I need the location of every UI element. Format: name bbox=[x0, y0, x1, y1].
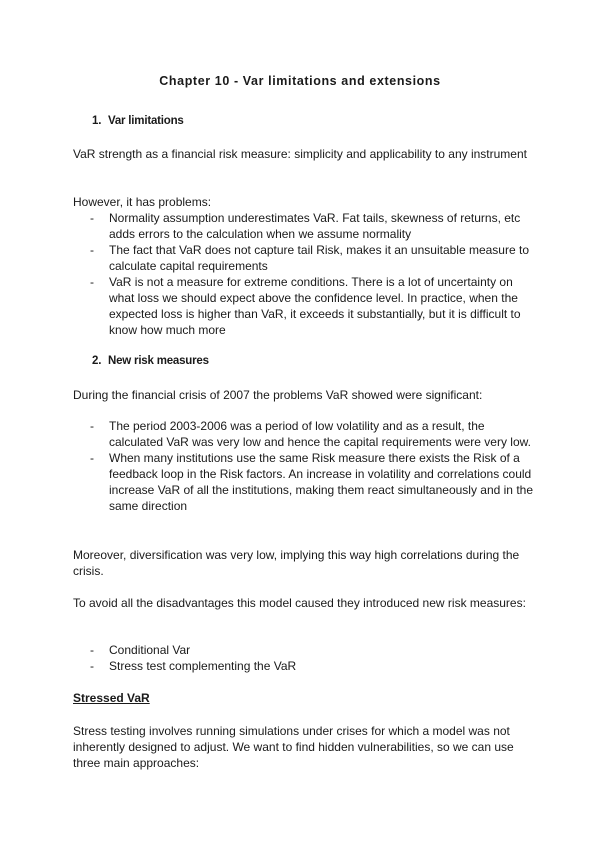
subheading-stressed-var: Stressed VaR bbox=[73, 691, 150, 705]
list-item-text: Stress test complementing the VaR bbox=[109, 659, 297, 673]
section-heading-1 bbox=[92, 113, 184, 129]
paragraph: During the financial crisis of 2007 the problems VaR showed were significant: bbox=[73, 388, 483, 402]
bullet-list bbox=[73, 642, 533, 674]
dash-marker: - bbox=[90, 275, 94, 289]
dash-marker: - bbox=[90, 659, 94, 673]
paragraph: To avoid all the disadvantages this model caused they introduced new risk measures: bbox=[73, 596, 526, 610]
dash-marker: - bbox=[90, 643, 94, 657]
list-item bbox=[73, 210, 533, 242]
list-item bbox=[73, 242, 533, 274]
list-item bbox=[73, 642, 533, 658]
list-item-text: When many institutions use the same Risk measure there exists the Risk of a feedback loop in the Risk factors. An increase in volatility and correlations could increase VaR of all the institutions, making them react simultaneously and in the same direction bbox=[109, 451, 533, 513]
bullet-list bbox=[73, 418, 533, 514]
paragraph: Stress testing involves running simulations under crises for which a model was not inherently designed to adjust. We want to find hidden vulnerabilities, so we can use three main approaches: bbox=[73, 724, 514, 770]
paragraph: However, it has problems: bbox=[73, 195, 212, 209]
list-item bbox=[73, 274, 533, 338]
dash-marker: - bbox=[90, 419, 94, 433]
section-heading-text: Var limitations bbox=[108, 115, 184, 127]
section-heading-text: New risk measures bbox=[108, 355, 209, 367]
dash-marker: - bbox=[90, 243, 94, 257]
list-item-text: The fact that VaR does not capture tail Risk, makes it an unsuitable measure to calculate capital requirements bbox=[109, 243, 529, 273]
paragraph: VaR strength as a financial risk measure: simplicity and applicability to any instrument bbox=[73, 147, 527, 161]
list-item bbox=[73, 418, 533, 450]
section-heading-2 bbox=[92, 353, 209, 369]
dash-marker: - bbox=[90, 451, 94, 465]
section-number: 1. bbox=[92, 115, 102, 127]
chapter-title: Chapter 10 - Var limitations and extensions bbox=[159, 74, 441, 88]
list-item bbox=[73, 658, 533, 674]
dash-marker: - bbox=[90, 211, 94, 225]
list-item bbox=[73, 450, 533, 514]
section-number: 2. bbox=[92, 355, 102, 367]
list-item-text: VaR is not a measure for extreme conditions. There is a lot of uncertainty on what loss we should expect above the confidence level. In practice, when the expected loss is higher than VaR, it exceeds it substantially, but it is difficult to know how much more bbox=[109, 275, 521, 337]
paragraph: Moreover, diversification was very low, implying this way high correlations during the crisis. bbox=[73, 548, 520, 578]
list-item-text: The period 2003-2006 was a period of low volatility and as a result, the calculated VaR was very low and hence the capital requirements were very low. bbox=[109, 419, 531, 449]
list-item-text: Conditional Var bbox=[109, 643, 191, 657]
bullet-list bbox=[73, 210, 533, 338]
list-item-text: Normality assumption underestimates VaR. Fat tails, skewness of returns, etc adds errors to the calculation when we assume normality bbox=[109, 211, 521, 241]
